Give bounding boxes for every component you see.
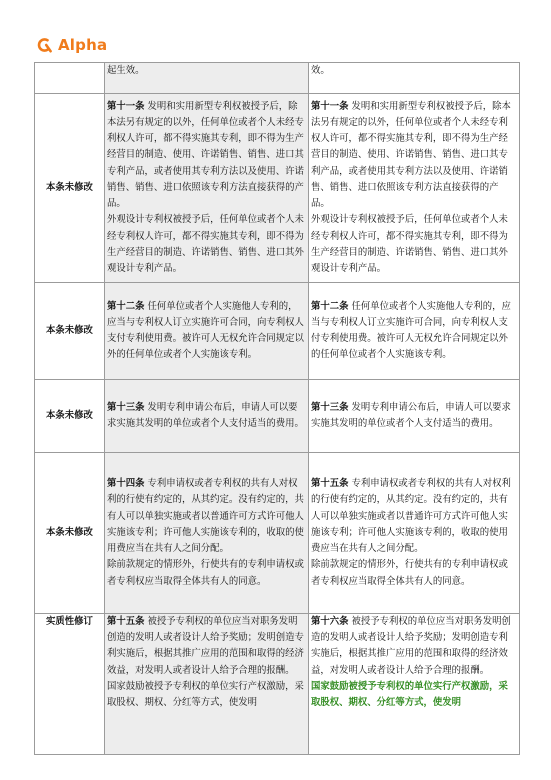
revision-status: 实质性修订 — [35, 614, 105, 755]
article-paragraph — [311, 557, 517, 589]
article-number: 第十六条 — [311, 616, 349, 627]
article-paragraph — [311, 212, 517, 277]
brand-logo — [36, 36, 107, 54]
article-text: 被授予专利权的单位应当对职务发明创造的发明人或者设计人给予奖励；发明创造专利实施后，根据其推广应用的范围和取得的经济效益，对发明人或者设计人给予合理的报酬。 — [311, 616, 511, 676]
article-paragraph — [107, 299, 306, 364]
article-paragraph — [311, 614, 517, 679]
table-row — [35, 283, 520, 380]
article-paragraph — [311, 400, 517, 432]
article-text: 发明专利申请公布后，申请人可以要求实施其发明的单位或者个人支付适当的费用。 — [107, 401, 304, 429]
article-paragraph — [311, 299, 517, 364]
article-text: 任何单位或者个人实施他人专利的，应当与专利权人订立实施许可合同，向专利权人支付专利使用费。被许可人无权允许合同规定以外的任何单位或者个人实施该专利。 — [311, 300, 511, 361]
article-number: 第十一条 — [311, 100, 349, 112]
article-text: 效。 — [311, 65, 330, 76]
comparison-table — [34, 62, 520, 755]
article-number: 第十五条 — [107, 616, 145, 627]
table-row — [35, 94, 520, 283]
revision-status: 本条未修改 — [35, 453, 105, 614]
article-paragraph — [107, 400, 306, 432]
article-number: 第十四条 — [107, 478, 145, 490]
table-row — [35, 63, 520, 94]
article-text: 发明专利申请公布后，申请人可以要求实施其发明的单位或者个人支付适当的费用。 — [311, 401, 511, 429]
alpha-logo-icon — [36, 37, 52, 53]
table-row — [35, 453, 520, 614]
article-number: 第十一条 — [107, 100, 145, 112]
article-paragraph — [107, 679, 306, 711]
article-paragraph — [311, 679, 517, 711]
new-law-text — [309, 380, 520, 453]
table-row — [35, 380, 520, 453]
article-number: 第十二条 — [107, 300, 145, 312]
new-law-text — [309, 63, 520, 94]
article-number: 第十三条 — [107, 401, 145, 413]
article-paragraph — [311, 99, 517, 212]
old-law-text — [105, 380, 309, 453]
new-law-text — [309, 283, 520, 380]
article-paragraph — [107, 212, 306, 277]
old-law-text — [105, 63, 309, 94]
table-row — [35, 614, 520, 755]
old-law-text — [105, 283, 309, 380]
article-text: 国家鼓励被授予专利权的单位实行产权激励，采取股权、期权、分红等方式，使发明 — [107, 680, 304, 709]
article-paragraph — [311, 476, 517, 557]
article-number: 第十二条 — [311, 300, 349, 312]
article-number: 第十五条 — [311, 478, 349, 490]
article-text: 除前款规定的情形外，行使共有的专利申请权或者专利权应当取得全体共有人的同意。 — [107, 559, 304, 587]
article-text: 外观设计专利权被授予后，任何单位或者个人未经专利权人许可，都不得实施其专利，即不得为生产经营目的制造、许诺销售、销售、进口其外观设计专利产品。 — [107, 214, 304, 274]
revision-status — [35, 63, 105, 94]
article-paragraph — [107, 557, 306, 589]
new-law-text — [309, 614, 520, 755]
amended-text: 国家鼓励被授予专利权的单位实行产权激励，采取股权、期权、分红等方式，使发明 — [311, 680, 508, 709]
article-text: 外观设计专利权被授予后，任何单位或者个人未经专利权人许可，都不得实施其专利，即不得为生产经营目的制造、许诺销售、销售、进口其外观设计专利产品。 — [311, 214, 508, 274]
article-paragraph — [107, 476, 306, 557]
article-paragraph — [107, 99, 306, 212]
revision-status: 本条未修改 — [35, 94, 105, 283]
article-text: 专利申请权或者专利权的共有人对权利的行使有约定的，从其约定。没有约定的，共有人可以单独实施或者以普通许可方式许可他人实施该专利；许可他人实施该专利的，收取的使用费应当在共有人之间分配。 — [311, 478, 511, 555]
old-law-text — [105, 94, 309, 283]
old-law-text — [105, 614, 309, 755]
article-text: 除前款规定的情形外，行使共有的专利申请权或者专利权应当取得全体共有人的同意。 — [311, 559, 508, 587]
article-text: 发明和实用新型专利权被授予后，除本法另有规定的以外，任何单位或者个人未经专利权人许可，都不得实施其专利，即不得为生产经营目的制造、使用、许诺销售、销售、进口其专利产品，或者使用其专利方法以及使用、许诺销售、销售、进口依照该专利方法直接获得的产品。 — [107, 100, 304, 210]
article-paragraph — [107, 63, 306, 79]
article-paragraph — [311, 63, 517, 79]
brand-name: Alpha — [58, 36, 108, 54]
new-law-text — [309, 453, 520, 614]
article-text: 起生效。 — [107, 65, 145, 76]
revision-status: 本条未修改 — [35, 380, 105, 453]
article-text: 任何单位或者个人实施他人专利的，应当与专利权人订立实施许可合同，向专利权人支付专利使用费。被许可人无权允许合同规定以外的任何单位或者个人实施该专利。 — [107, 300, 304, 361]
article-text: 被授予专利权的单位应当对职务发明创造的发明人或者设计人给予奖励；发明创造专利实施后，根据其推广应用的范围和取得的经济效益，对发明人或者设计人给予合理的报酬。 — [107, 616, 304, 676]
article-number: 第十三条 — [311, 401, 349, 413]
article-text: 发明和实用新型专利权被授予后，除本法另有规定的以外，任何单位或者个人未经专利权人许可，都不得实施其专利，即不得为生产经营目的制造、使用、许诺销售、销售、进口其专利产品，或者使用其专利方法以及使用、许诺销售、销售、进口依照该专利方法直接获得的产品。 — [311, 100, 511, 210]
old-law-text — [105, 453, 309, 614]
article-text: 专利申请权或者专利权的共有人对权利的行使有约定的，从其约定。没有约定的，共有人可以单独实施或者以普通许可方式许可他人实施该专利；许可他人实施该专利的，收取的使用费应当在共有人之间分配。 — [107, 478, 304, 555]
revision-status: 本条未修改 — [35, 283, 105, 380]
new-law-text — [309, 94, 520, 283]
article-paragraph — [107, 614, 306, 679]
